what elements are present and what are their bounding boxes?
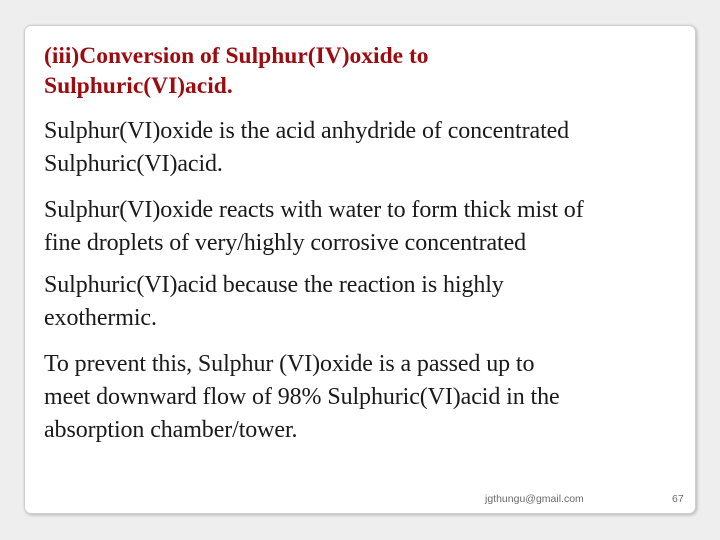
slide-card	[24, 25, 696, 514]
paragraph-line: meet downward flow of 98% Sulphuric(VI)acid in the	[44, 384, 560, 410]
paragraph-line: fine droplets of very/highly corrosive concentrated	[44, 230, 527, 256]
paragraph-line: To prevent this, Sulphur (VI)oxide is a passed up to	[44, 351, 535, 377]
slide-title	[44, 41, 674, 101]
paragraph-line: Sulphur(VI)oxide is the acid anhydride of concentrated	[44, 118, 570, 144]
paragraph-reacts-with-water	[44, 194, 689, 260]
paragraph-line: absorption chamber/tower.	[44, 417, 298, 443]
paragraph-line: exothermic.	[44, 305, 157, 331]
paragraph-exothermic	[44, 269, 689, 335]
slide-title-line: Sulphuric(VI)acid.	[44, 73, 233, 99]
paragraph-line: Sulphuric(VI)acid because the reaction is highly	[44, 272, 504, 298]
page-number: 67	[672, 493, 684, 505]
footer-email: jgthungu@gmail.com	[485, 493, 584, 505]
paragraph-line: Sulphuric(VI)acid.	[44, 151, 223, 177]
paragraph-line: Sulphur(VI)oxide reacts with water to form thick mist of	[44, 197, 584, 223]
paragraph-acid-anhydride	[44, 115, 689, 181]
slide-title-line: (iii)Conversion of Sulphur(IV)oxide to	[44, 43, 429, 69]
paragraph-prevention	[44, 348, 689, 447]
